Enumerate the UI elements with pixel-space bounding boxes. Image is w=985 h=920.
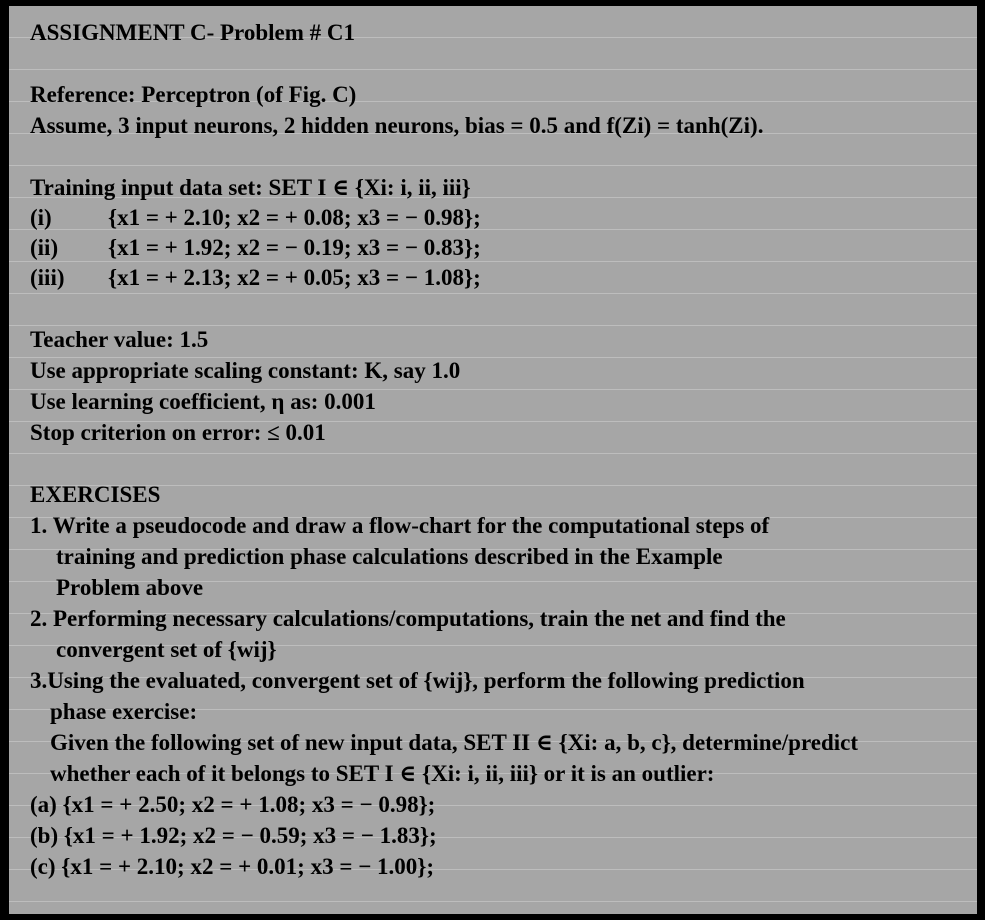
row-label: (ii): [30, 235, 59, 260]
assumption-line: Assume, 3 input neurons, 2 hidden neurons, bias = 0.5 and f(Zi) = tanh(Zi).: [30, 113, 764, 138]
teacher-value: Teacher value: 1.5: [30, 327, 209, 352]
exercise-2-line: convergent set of {wij}: [56, 637, 277, 662]
training-set-header: Training input data set: SET I ∈ {Xi: i, ii, iii}: [30, 175, 471, 200]
exercise-3-line: whether each of it belongs to SET I ∈ {Xi: i, ii, iii} or it is an outlier:: [50, 761, 715, 786]
training-row: [30, 203, 985, 233]
training-row: [30, 263, 985, 293]
reference-line: Reference: Perceptron (of Fig. C): [30, 82, 357, 107]
training-row: [30, 233, 985, 263]
scaling-constant: Use appropriate scaling constant: K, say 1.0: [30, 358, 461, 383]
row-values: {x1 = + 2.13; x2 = + 0.05; x3 = − 1.08};: [108, 265, 481, 290]
row-values: {x1 = + 1.92; x2 = − 0.19; x3 = − 0.83};: [108, 235, 481, 260]
row-label: (iii): [30, 265, 65, 290]
assignment-title: ASSIGNMENT C- Problem # C1: [30, 20, 355, 45]
row-label: (i): [30, 205, 52, 230]
exercise-1-line: Problem above: [56, 575, 204, 600]
new-data-row: (a) {x1 = + 2.50; x2 = + 1.08; x3 = − 0.98};: [30, 792, 436, 817]
exercises-heading: EXERCISES: [30, 482, 161, 507]
exercise-3-line: Given the following set of new input data, SET II ∈ {Xi: a, b, c}, determine/predict: [50, 730, 859, 755]
exercise-1-line: 1. Write a pseudocode and draw a flow-chart for the computational steps of: [30, 513, 770, 538]
exercise-3-line: 3.Using the evaluated, convergent set of {wij}, perform the following prediction: [30, 668, 805, 693]
exercise-2-line: 2. Performing necessary calculations/computations, train the net and find the: [30, 606, 786, 631]
exercise-3-line: phase exercise:: [50, 699, 198, 724]
learning-coefficient: Use learning coefficient, η as: 0.001: [30, 389, 376, 414]
new-data-row: (b) {x1 = + 1.92; x2 = − 0.59; x3 = − 1.83};: [30, 823, 437, 848]
row-values: {x1 = + 2.10; x2 = + 0.08; x3 = − 0.98};: [108, 205, 481, 230]
exercise-1-line: training and prediction phase calculations described in the Example: [56, 544, 723, 569]
stop-criterion: Stop criterion on error: ≤ 0.01: [30, 420, 326, 445]
new-data-row: (c) {x1 = + 2.10; x2 = + 0.01; x3 = − 1.00};: [30, 854, 435, 879]
assignment-panel: [9, 6, 977, 914]
assignment-content: [30, 17, 985, 882]
